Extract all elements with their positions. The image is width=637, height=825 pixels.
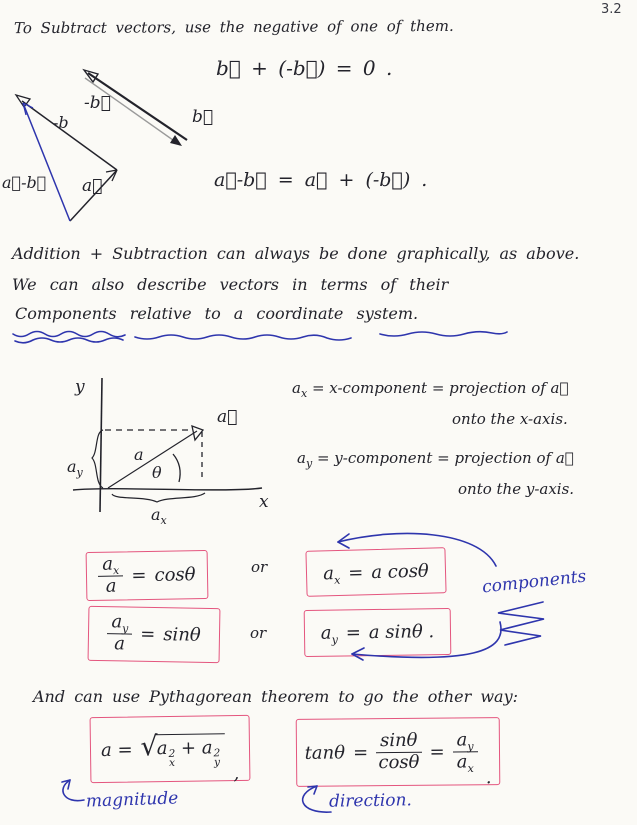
ax-label: $a_x$ bbox=[151, 505, 167, 527]
ax-over-a-fraction: $\frac{a_x}{a}$ bbox=[98, 556, 124, 597]
or-label-1: or bbox=[251, 558, 268, 576]
equation-box-ay: $a_y$ = a sinθ . bbox=[304, 608, 452, 657]
x-component-definition: $a_x$ = x-component = projection of a⃗ bbox=[292, 379, 569, 400]
direction-arrow-curve bbox=[303, 786, 331, 812]
theta-arc bbox=[173, 454, 180, 482]
x-component-definition-2: onto the x-axis. bbox=[452, 410, 568, 428]
components-underline-squiggle-1 bbox=[13, 332, 125, 337]
pythagorean-intro: And can use Pythagorean theorem to go the other way: bbox=[33, 687, 518, 706]
x-axis-label: x bbox=[259, 492, 269, 512]
magnitude-arrow-curve bbox=[63, 780, 84, 801]
y-axis-label: y bbox=[75, 377, 85, 397]
paragraph-line-1: Addition + Subtraction can always be done graphically, as above. bbox=[12, 244, 580, 263]
intro-line: To Subtract vectors, use the negative of one of them. bbox=[13, 16, 454, 38]
ay-symbol: a bbox=[297, 449, 306, 467]
components-scribble bbox=[498, 602, 544, 645]
square-root: √ a 2 x + a 2 y bbox=[140, 733, 225, 765]
subtraction-equation: a⃗-b⃗ = a⃗ + (-b⃗) . bbox=[214, 169, 428, 191]
neg-b-pair-label: -b⃗ bbox=[84, 93, 111, 113]
neg-b-label: -b bbox=[53, 113, 69, 132]
y-axis bbox=[100, 378, 102, 512]
vector-subtraction-diagram bbox=[0, 58, 235, 243]
equation-box-ax: $a_x$ = a cosθ bbox=[305, 547, 446, 597]
coordinate-diagram bbox=[45, 368, 290, 538]
components-underline-squiggle-2 bbox=[15, 338, 123, 343]
theta-label: θ bbox=[152, 463, 162, 482]
components-arrow-top-head bbox=[338, 534, 349, 548]
sin-over-cos-fraction: $\frac{\sin\theta}{\cos\theta}$ bbox=[376, 731, 422, 772]
ay-over-a-fraction: $\frac{a_y}{a}$ bbox=[107, 613, 133, 654]
y-component-definition: $a_y$ = y-component = projection of a⃗ bbox=[297, 449, 574, 470]
equation-box-ax-over-a: $\frac{a_x}{a}$ = cosθ bbox=[86, 550, 209, 601]
direction-annotation: direction. bbox=[328, 790, 413, 812]
b-pair-label: b⃗ bbox=[192, 107, 214, 127]
paragraph-line-2: We can also describe vectors in terms of their bbox=[12, 275, 449, 294]
a-label: a⃗ bbox=[82, 176, 103, 196]
components-underline-wave-1 bbox=[135, 335, 351, 340]
y-component-definition-2: onto the y-axis. bbox=[458, 480, 575, 498]
vector-a-label: a⃗ bbox=[217, 407, 238, 427]
ax-symbol: a bbox=[292, 379, 301, 397]
a-magnitude-label: a bbox=[134, 445, 144, 464]
magnitude-annotation: magnitude bbox=[85, 788, 179, 812]
a-minus-b-label: a⃗-b⃗ bbox=[2, 173, 47, 192]
vector-zero-equation: b⃗ + (-b⃗) = 0 . bbox=[216, 56, 393, 80]
equation-box-direction: tanθ = $\frac{\sin\theta}{\cos\theta}$ = $\frac{a_y}{a_x}$ . bbox=[296, 717, 501, 787]
components-underline-wave-2 bbox=[380, 332, 507, 336]
magnitude-arrow-head bbox=[62, 780, 70, 789]
equation-box-magnitude: a = √ a 2 x + a 2 y , bbox=[90, 715, 251, 783]
ay-label: $a_y$ bbox=[67, 457, 83, 479]
direction-arrow-head bbox=[308, 786, 317, 794]
page-number: 3.2 bbox=[601, 2, 622, 17]
components-annotation: components bbox=[481, 566, 588, 598]
ay-over-ax-fraction: $\frac{a_y}{a_x}$ bbox=[452, 731, 477, 772]
or-label-2: or bbox=[250, 624, 267, 642]
x-axis bbox=[73, 488, 262, 490]
paragraph-line-3: Components relative to a coordinate system. bbox=[15, 304, 419, 323]
equation-box-ay-over-a: $\frac{a_y}{a}$ = sinθ bbox=[88, 606, 221, 663]
ax-brace bbox=[112, 493, 205, 502]
